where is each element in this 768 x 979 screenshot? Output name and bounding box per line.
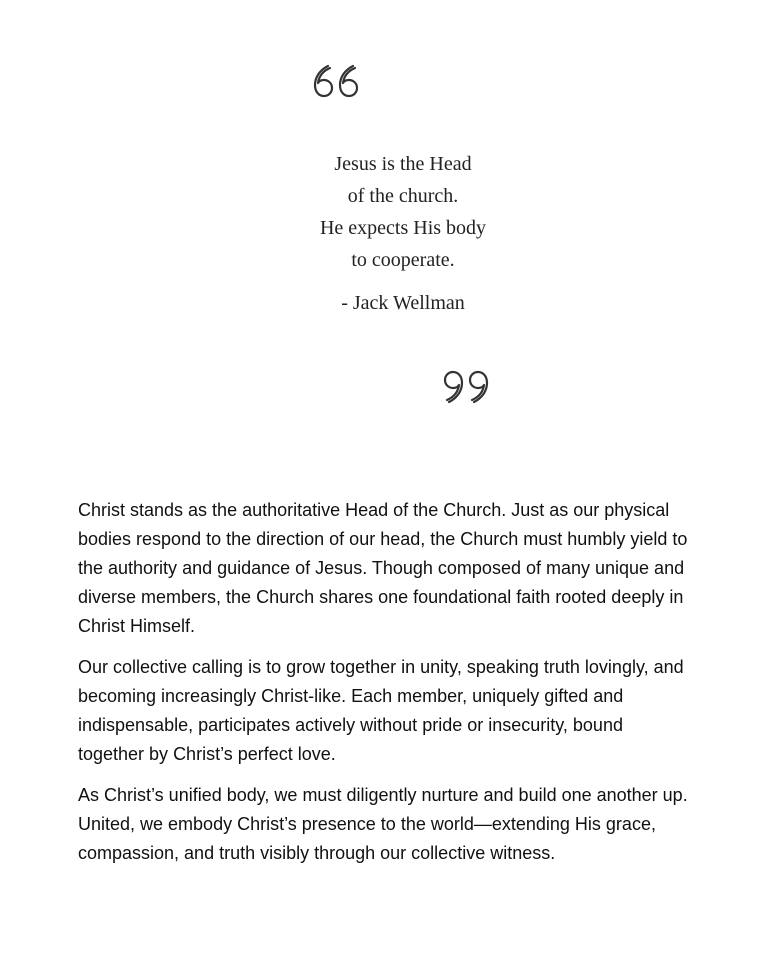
- paragraph: As Christ’s unified body, we must diligently nurture and build one another up. United, we embody Christ’s presence to the world—extending His grace, compassion, and truth visibly through our collective witness.: [78, 785, 688, 863]
- paragraph: Christ stands as the authoritative Head of the Church. Just as our physical bodies respond to the direction of our head, the Church must humbly yield to the authority and guidance of Jesus. Though composed of many unique and diverse members, the Church shares one foundational faith rooted deeply in Christ Himself.: [78, 500, 688, 636]
- quote-line: He expects His body: [319, 217, 487, 239]
- quote-line: of the church.: [347, 185, 459, 207]
- article-body: [78, 496, 688, 880]
- paragraph: Our collective calling is to grow together in unity, speaking truth lovingly, and becoming increasingly Christ-like. Each member, uniquely gifted and indispensable, participates actively without pride or insecurity, bound together by Christ’s perfect love.: [78, 657, 684, 764]
- close-quote-icon: [436, 366, 492, 406]
- quote-attribution: - Jack Wellman: [341, 292, 465, 314]
- quote-text: [253, 148, 553, 276]
- open-quote-icon: [310, 62, 366, 102]
- quote-line: to cooperate.: [351, 249, 455, 271]
- quote-line: Jesus is the Head: [334, 153, 472, 175]
